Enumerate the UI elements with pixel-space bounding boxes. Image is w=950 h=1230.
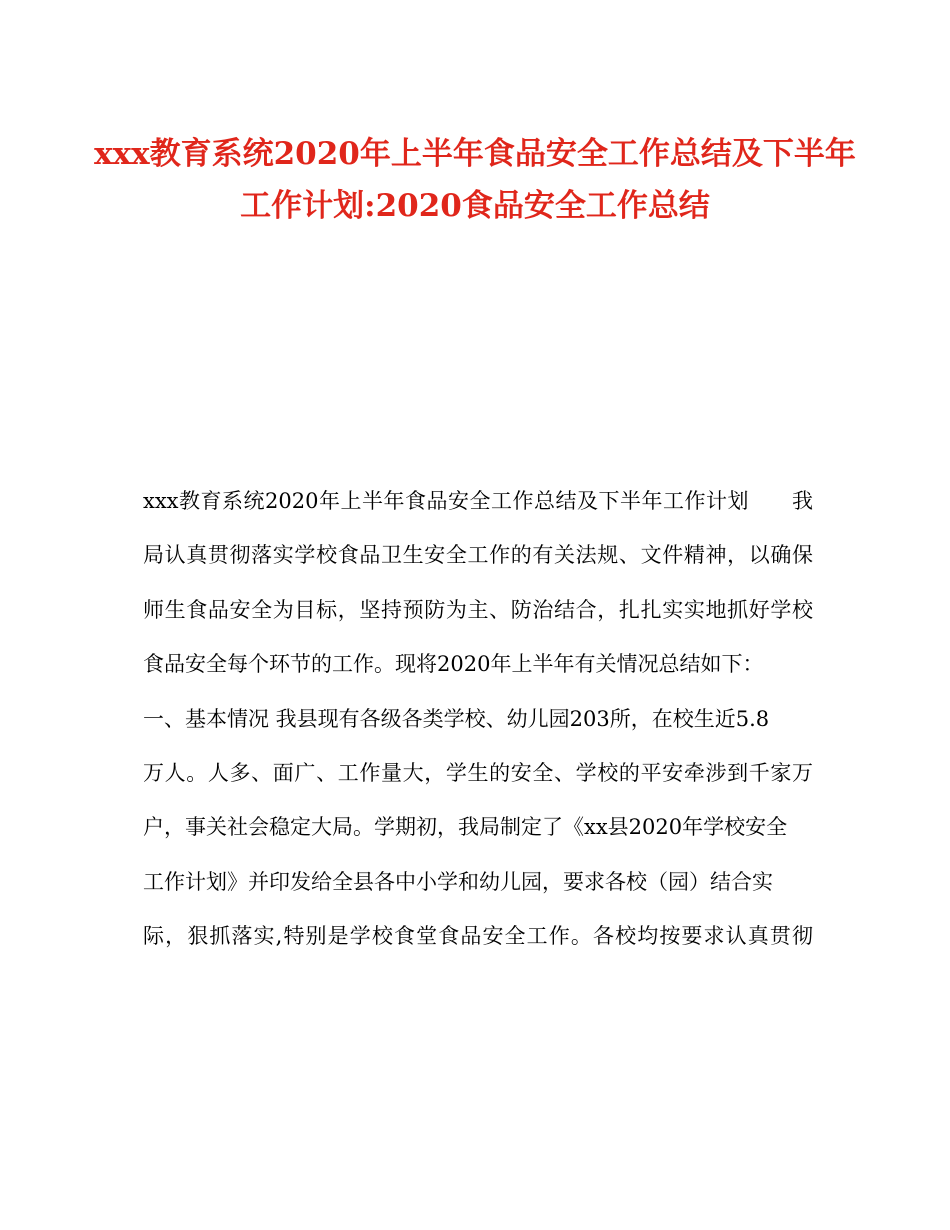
title-line: 工作计划:2020食品安全工作总结 xyxy=(240,188,710,224)
body-line: 万人。人多、面广、工作量大，学生的安全、学校的平安牵涉到千家万 xyxy=(143,760,813,785)
document-body xyxy=(143,480,813,970)
body-line: 局认真贯彻落实学校食品卫生安全工作的有关法规、文件精神，以确保 xyxy=(143,543,813,568)
body-line: 户，事关社会稳定大局。学期初，我局制定了《xx县2020年学校安全 xyxy=(143,815,788,840)
body-line: 工作计划》并印发给全县各中小学和幼儿园，要求各校（园）结合实 xyxy=(143,869,773,894)
body-line: 食品安全每个环节的工作。现将2020年上半年有关情况总结如下： xyxy=(143,652,764,677)
body-line: 师生食品安全为目标，坚持预防为主、防治结合，扎扎实实地抓好学校 xyxy=(143,597,813,622)
title-line: xxx教育系统2020年上半年食品安全工作总结及下半年 xyxy=(94,136,856,172)
body-line: 一、基本情况 我县现有各级各类学校、幼儿园203所，在校生近5.8 xyxy=(143,706,770,731)
body-line: 际，狠抓落实,特别是学校食堂食品安全工作。各校均按要求认真贯彻 xyxy=(143,924,813,949)
document-title xyxy=(60,128,890,232)
body-line: xxx教育系统2020年上半年食品安全工作总结及下半年工作计划 我 xyxy=(143,489,813,513)
